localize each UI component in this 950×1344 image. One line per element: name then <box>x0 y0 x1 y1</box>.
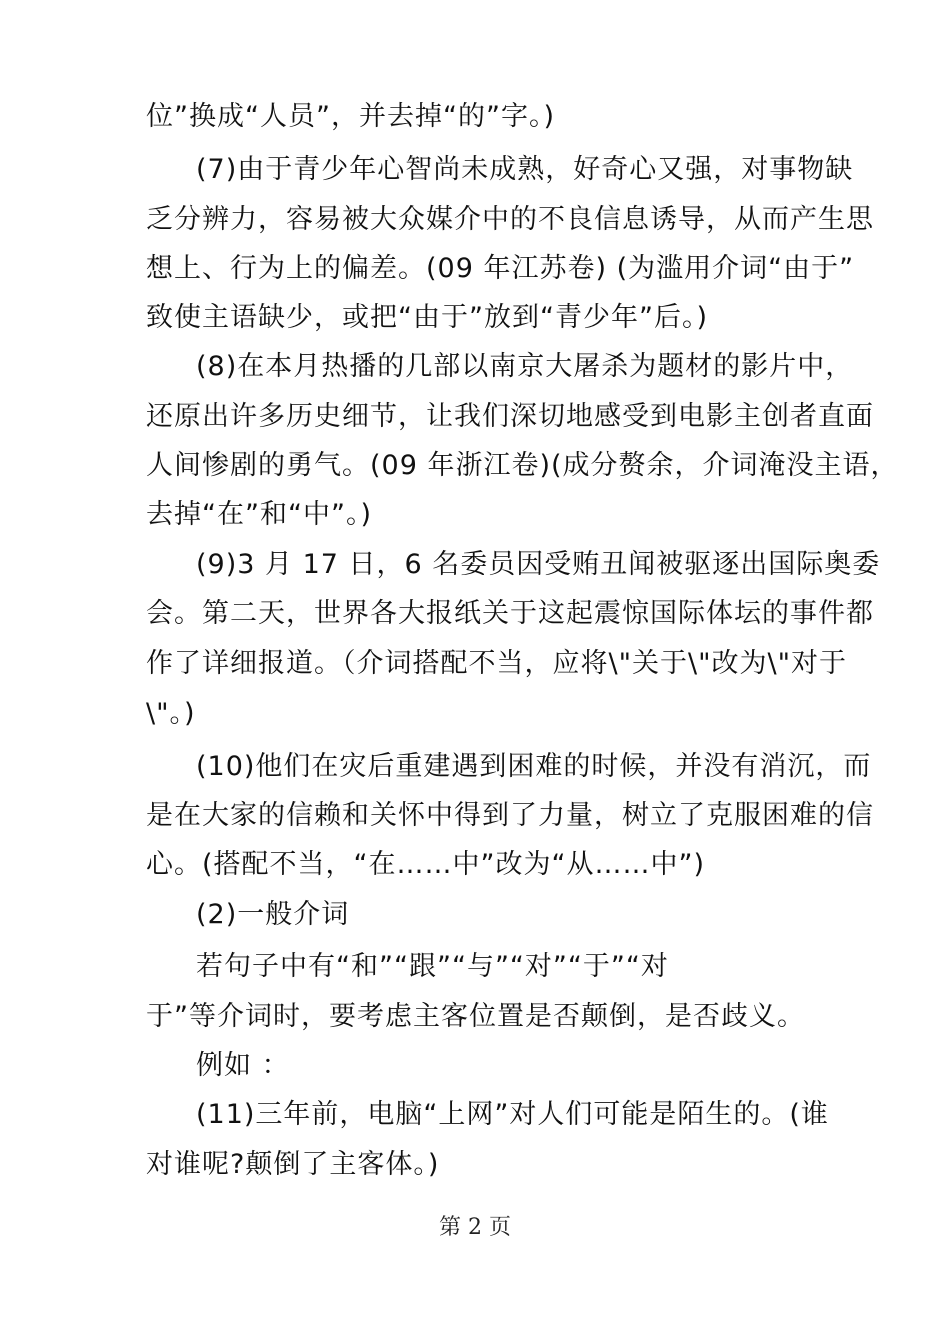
text-line-20: 例如 ： <box>196 1050 290 1081</box>
text-line-1: 位”换成“人员”，并去掉“的”字。) <box>146 101 555 132</box>
text-line-14: (10)他们在灾后重建遇到困难的时候，并没有消沉，而 <box>196 751 872 782</box>
text-line-17: (2)一般介词 <box>196 899 350 930</box>
text-line-18: 若句子中有“和”“跟”“与”“对”“于”“对 <box>196 951 669 982</box>
text-line-22: 对谁呢?颠倒了主客体。) <box>146 1149 440 1180</box>
text-line-21: (11)三年前，电脑“上网”对人们可能是陌生的。(谁 <box>196 1099 829 1130</box>
text-line-9: 去掉“在”和“中”。) <box>146 499 372 530</box>
text-line-12: 作了详细报道。（介词搭配不当，应将\"关于\"改为\"对于 <box>146 648 848 679</box>
text-line-13: \"。) <box>146 698 196 729</box>
text-line-2: (7)由于青少年心智尚未成熟，好奇心又强，对事物缺 <box>196 154 854 185</box>
text-line-16: 心。(搭配不当，“在……中”改为“从……中”) <box>146 849 706 880</box>
text-line-19: 于”等介词时，要考虑主客位置是否颠倒，是否歧义。 <box>146 1001 805 1032</box>
text-line-6: (8)在本月热播的几部以南京大屠杀为题材的影片中， <box>196 351 854 382</box>
text-line-10: (9)3 月 17 日，6 名委员因受贿丑闻被驱逐出国际奥委 <box>196 549 881 580</box>
text-line-11: 会。第二天，世界各大报纸关于这起震惊国际体坛的事件都 <box>146 598 874 629</box>
page-number-footer: 第 2 页 <box>439 1215 511 1240</box>
text-line-3: 乏分辨力，容易被大众媒介中的不良信息诱导，从而产生思 <box>146 204 874 235</box>
text-line-5: 致使主语缺少，或把“由于”放到“青少年”后。) <box>146 302 708 333</box>
text-line-8: 人间惨剧的勇气。(09 年浙江卷)(成分赘余，介词淹没主语， <box>146 450 899 481</box>
text-line-4: 想上、行为上的偏差。(09 年江苏卷) (为滥用介词“由于” <box>146 253 855 284</box>
text-line-7: 还原出许多历史细节，让我们深切地感受到电影主创者直面 <box>146 401 874 432</box>
text-line-15: 是在大家的信赖和关怀中得到了力量，树立了克服困难的信 <box>146 800 874 831</box>
